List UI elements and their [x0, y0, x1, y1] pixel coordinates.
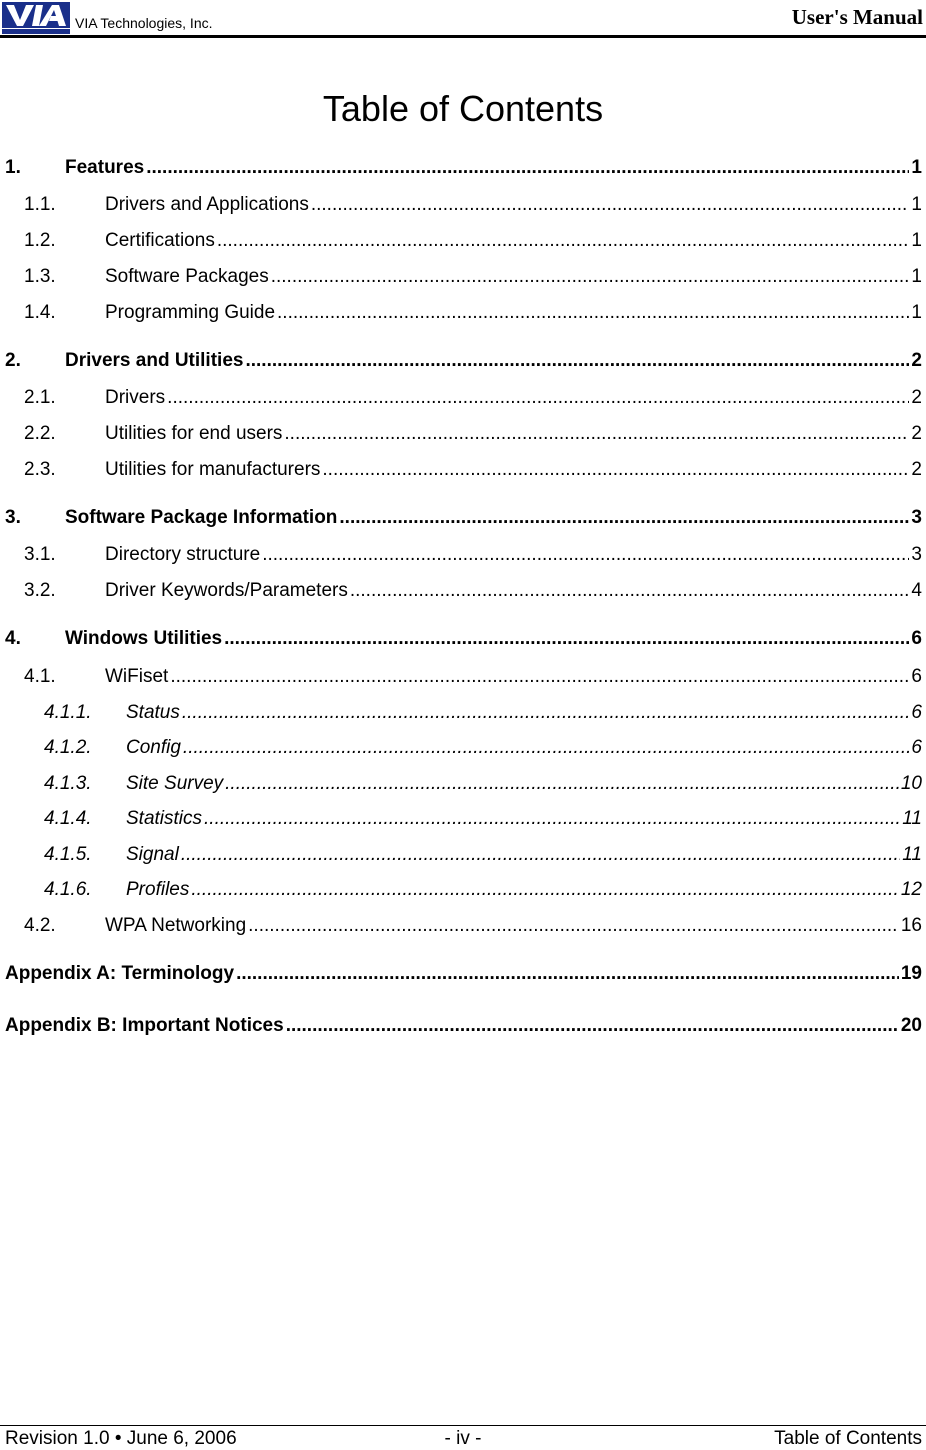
toc-entry-page: 2	[911, 387, 922, 408]
toc-entry-line	[126, 701, 922, 725]
toc-entry-title: Appendix A: Terminology	[5, 963, 235, 984]
toc-entry-number: 4.1.6.	[44, 879, 92, 900]
toc-entry[interactable]	[0, 458, 926, 482]
toc-dot-leader	[262, 543, 909, 567]
toc-entry-title: Utilities for manufacturers	[105, 459, 321, 480]
toc-entry[interactable]	[0, 807, 926, 831]
toc-entry-number: 4.1.	[24, 666, 56, 687]
toc-entry[interactable]	[0, 736, 926, 760]
toc-dot-leader	[167, 386, 909, 410]
toc-entry[interactable]	[0, 386, 926, 410]
toc-dot-leader	[248, 914, 899, 938]
toc-entry-page: 20	[900, 1015, 922, 1036]
toc-entry-page: 6	[911, 737, 922, 758]
toc-entry-page: 19	[900, 963, 922, 984]
toc-entry-title: Windows Utilities	[65, 628, 223, 649]
toc-entry-title: Drivers and Utilities	[65, 350, 244, 371]
toc-entry-title: Software Packages	[105, 266, 269, 287]
toc-entry-line	[105, 914, 922, 938]
toc-entry-line	[105, 301, 922, 325]
toc-entry-number: 2.3.	[24, 459, 56, 480]
toc-entry-line	[105, 193, 922, 217]
toc-entry[interactable]	[0, 772, 926, 796]
toc-entry-page: 6	[911, 628, 922, 649]
toc-entry-number: 4.1.4.	[44, 808, 92, 829]
toc-entry[interactable]	[0, 962, 926, 986]
toc-entry-number: 3.1.	[24, 544, 56, 565]
toc-entry-number: 3.	[5, 507, 21, 528]
header-divider	[0, 35, 926, 38]
toc-dot-leader	[224, 627, 909, 651]
toc-entry-page: 11	[902, 808, 922, 829]
toc-entry-page: 1	[911, 194, 922, 215]
toc-dot-leader	[311, 193, 910, 217]
toc-entry-line	[126, 772, 922, 796]
toc-dot-leader	[225, 772, 899, 796]
toc-entry-title: Directory structure	[105, 544, 261, 565]
toc-entry-line	[65, 506, 922, 530]
toc-entry-page: 6	[911, 666, 922, 687]
toc-entry[interactable]	[0, 349, 926, 373]
toc-entry-title: Drivers	[105, 387, 166, 408]
company-name: VIA Technologies, Inc.	[75, 15, 213, 31]
toc-entry[interactable]	[0, 665, 926, 689]
page-title: Table of Contents	[322, 88, 604, 129]
toc-entry-line	[126, 843, 922, 867]
toc-entry-title: Programming Guide	[105, 302, 276, 323]
toc-entry-number: 2.1.	[24, 387, 56, 408]
toc-dot-leader	[245, 349, 909, 373]
toc-dot-leader	[286, 1014, 899, 1038]
page-header	[0, 0, 926, 40]
toc-entry-number: 1.4.	[24, 302, 56, 323]
toc-entry[interactable]	[0, 878, 926, 902]
toc-entry[interactable]	[0, 579, 926, 603]
toc-entry[interactable]	[0, 627, 926, 651]
toc-entry[interactable]	[0, 193, 926, 217]
toc-entry-number: 1.1.	[24, 194, 56, 215]
toc-entry-line	[105, 543, 922, 567]
toc-entry-line	[105, 665, 922, 689]
toc-entry-title: Software Package Information	[65, 507, 338, 528]
toc-entry[interactable]	[0, 914, 926, 938]
via-logo	[2, 2, 70, 34]
toc-dot-leader	[181, 843, 900, 867]
footer-divider	[0, 1425, 926, 1426]
toc-entry-line	[105, 229, 922, 253]
toc-entry-page: 16	[900, 915, 922, 936]
toc-entry-line	[65, 349, 922, 373]
toc-entry-number: 4.1.5.	[44, 844, 92, 865]
toc-entry-number: 4.2.	[24, 915, 56, 936]
toc-entry[interactable]	[0, 156, 926, 180]
footer-revision: Revision 1.0 • June 6, 2006	[5, 1428, 237, 1449]
toc-entry-line	[126, 736, 922, 760]
toc-entry-number: 1.3.	[24, 266, 56, 287]
toc-entry-line	[105, 579, 922, 603]
toc-entry-page: 1	[911, 230, 922, 251]
toc-entry-line	[105, 458, 922, 482]
toc-entry-page: 4	[911, 580, 922, 601]
toc-entry[interactable]	[0, 229, 926, 253]
toc-entry[interactable]	[0, 843, 926, 867]
toc-entry-number: 4.	[5, 628, 21, 649]
toc-entry[interactable]	[0, 301, 926, 325]
toc-entry-page: 12	[900, 879, 922, 900]
toc-entry-number: 3.2.	[24, 580, 56, 601]
toc-dot-leader	[182, 701, 910, 725]
toc-entry-title: Certifications	[105, 230, 215, 251]
toc-entry-page: 2	[911, 459, 922, 480]
toc-dot-leader	[183, 736, 910, 760]
page-footer	[0, 1429, 926, 1449]
toc-dot-leader	[191, 878, 899, 902]
toc-entry-title: Config	[126, 737, 181, 758]
toc-entry-title: WiFiset	[105, 666, 169, 687]
toc-entry-number: 4.1.3.	[44, 773, 92, 794]
toc-dot-leader	[271, 265, 910, 289]
toc-entry-title: Statistics	[126, 808, 203, 829]
toc-entry-page: 2	[911, 350, 922, 371]
toc-entry-number: 1.2.	[24, 230, 56, 251]
toc-entry-title: Utilities for end users	[105, 423, 283, 444]
toc-entry-line	[105, 265, 922, 289]
toc-entry-number: 4.1.1.	[44, 702, 92, 723]
toc-entry-page: 10	[900, 773, 922, 794]
manual-label: User's Manual	[791, 5, 923, 29]
toc-entry-page: 11	[902, 844, 922, 865]
toc-entry-line	[5, 1014, 922, 1038]
toc-entry-title: Drivers and Applications	[105, 194, 309, 215]
toc-entry-title: Status	[126, 702, 180, 723]
toc-entry-line	[105, 422, 922, 446]
toc-entry[interactable]	[0, 506, 926, 530]
toc-entry-line	[126, 878, 922, 902]
toc-entry-number: 2.2.	[24, 423, 56, 444]
toc-entry-line	[65, 627, 922, 651]
toc-entry-title: WPA Networking	[105, 915, 247, 936]
toc-entry[interactable]	[0, 543, 926, 567]
toc-dot-leader	[217, 229, 910, 253]
toc-entry-title: Appendix B: Important Notices	[5, 1015, 284, 1036]
toc-entry-line	[105, 386, 922, 410]
footer-page-number: - iv -	[444, 1428, 482, 1449]
toc-entry-number: 1.	[5, 157, 21, 178]
footer-section: Table of Contents	[774, 1428, 922, 1449]
toc-entry-title: Features	[65, 157, 145, 178]
toc-entry-title: Signal	[126, 844, 179, 865]
toc-dot-leader	[146, 156, 909, 180]
toc-entry-page: 6	[911, 702, 922, 723]
toc-entry-number: 4.1.2.	[44, 737, 92, 758]
toc-entry-line	[5, 962, 922, 986]
toc-entry[interactable]	[0, 701, 926, 725]
toc-dot-leader	[277, 301, 909, 325]
toc-entry[interactable]	[0, 1014, 926, 1038]
toc-dot-leader	[236, 962, 899, 986]
toc-dot-leader	[322, 458, 909, 482]
toc-dot-leader	[339, 506, 909, 530]
toc-entry-page: 1	[911, 302, 922, 323]
toc-dot-leader	[350, 579, 910, 603]
toc-entry-number: 2.	[5, 350, 21, 371]
toc-entry-page: 2	[911, 423, 922, 444]
toc-entry-page: 1	[911, 266, 922, 287]
toc-entry-title: Site Survey	[126, 773, 224, 794]
toc-dot-leader	[284, 422, 909, 446]
toc-entry[interactable]	[0, 422, 926, 446]
toc-entry[interactable]	[0, 265, 926, 289]
toc-entry-title: Driver Keywords/Parameters	[105, 580, 348, 601]
toc-entry-line	[65, 156, 922, 180]
toc-entry-page: 1	[911, 157, 922, 178]
toc-entry-page: 3	[911, 507, 922, 528]
toc-dot-leader	[170, 665, 909, 689]
toc-entry-title: Profiles	[126, 879, 190, 900]
toc-dot-leader	[204, 807, 900, 831]
toc-entry-line	[126, 807, 922, 831]
toc-entry-page: 3	[911, 544, 922, 565]
